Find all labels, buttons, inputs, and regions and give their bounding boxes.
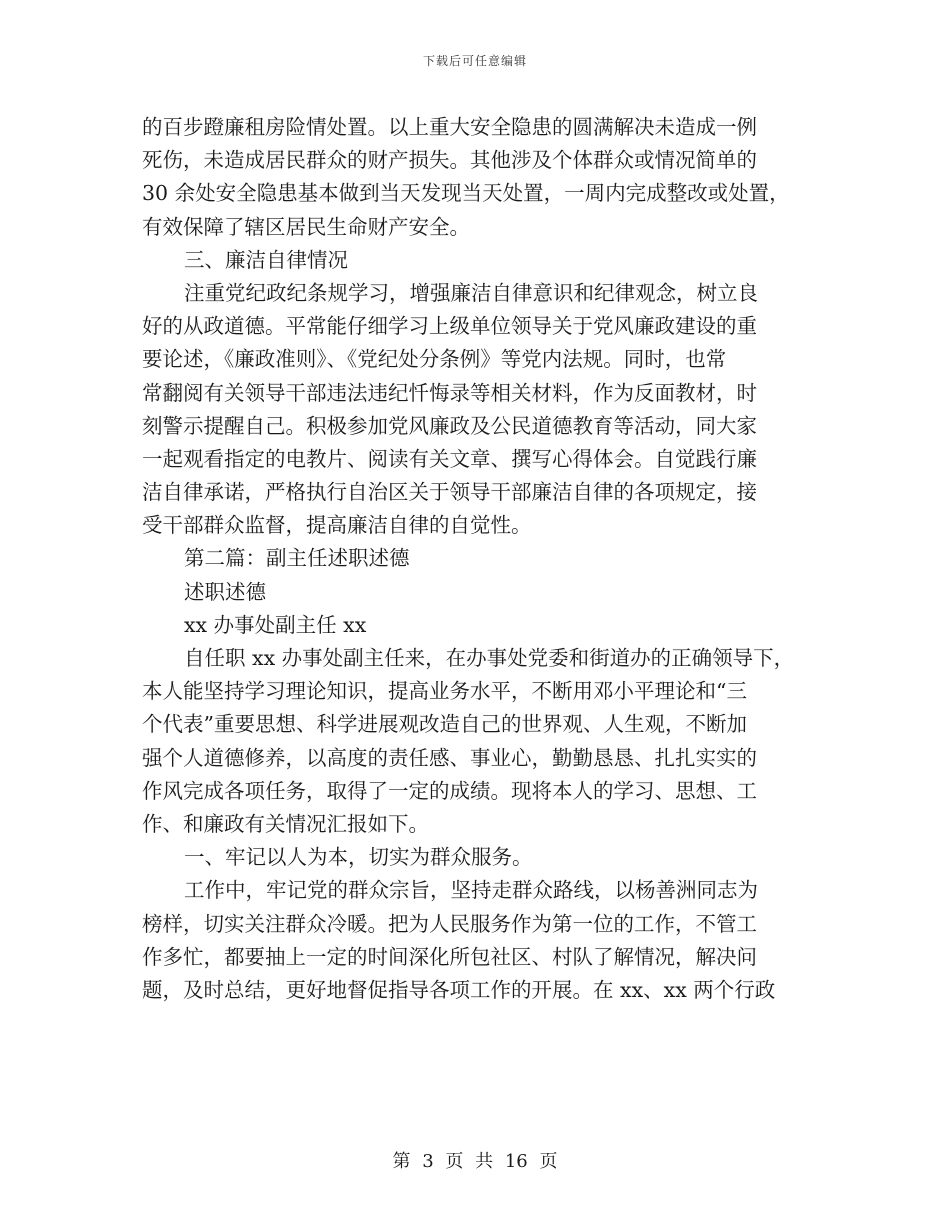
text-line: 工作中，牢记党的群众宗旨，坚持走群众路线，以杨善洲同志为 (184, 878, 758, 903)
document-body (142, 111, 812, 1007)
text-line: 本人能坚持学习理论知识，提高业务水平，不断用邓小平理论和“三 (142, 679, 747, 704)
text-line: 要论述，《廉政准则》、《党纪处分条例》等党内法规。同时，也常 (142, 347, 727, 372)
text-line: 个代表”重要思想、科学进展观改造自己的世界观、人生观，不断加 (142, 712, 747, 737)
text-line: 洁自律承诺，严格执行自治区关于领导干部廉洁自律的各项规定，接 (142, 480, 757, 505)
text-line: 常翻阅有关领导干部违法违纪忏悔录等相关材料，作为反面教材，时 (142, 380, 757, 405)
text-line: 受干部群众监督，提高廉洁自律的自觉性。 (142, 513, 532, 538)
text-line: 的百步蹬廉租房险情处置。以上重大安全隐患的圆满解决未造成一例 (142, 115, 757, 139)
text-line: 作风完成各项任务，取得了一定的成绩。现将本人的学习、思想、工 (142, 778, 757, 803)
text-line: 作、和廉政有关情况汇报如下。 (142, 811, 429, 836)
text-line: 强个人道德修养，以高度的责任感、事业心，勤勤恳恳、扎扎实实的 (142, 745, 757, 770)
text-line: 好的从政道德。平常能仔细学习上级单位领导关于党风廉政建设的重 (142, 314, 757, 339)
text-line: 刻警示提醒自己。积极参加党风廉政及公民道德教育等活动，同大家 (142, 413, 757, 438)
text-line: 30 余处安全隐患基本做到当天发现当天处置，一周内完成整改或处置， (142, 181, 790, 206)
text-line: 有效保障了辖区居民生命财产安全。 (142, 214, 470, 239)
text-line: 三、廉洁自律情况 (184, 247, 348, 272)
text-line: 自任职 xx 办事处副主任来，在办事处党委和街道办的正确领导下， (184, 646, 795, 670)
text-line: 一、牢记以人为本，切实为群众服务。 (184, 845, 533, 870)
text-line: 作多忙，都要抽上一定的时间深化所包社区、村队了解情况，解决问 (142, 944, 757, 969)
text-line: 第二篇：副主任述职述德 (184, 546, 410, 571)
text-line: 注重党纪政纪条规学习，增强廉洁自律意识和纪律观念，树立良 (184, 280, 758, 305)
text-line: 述职述德 (184, 579, 266, 604)
text-line: 一起观看指定的电教片、阅读有关文章、撰写心得体会。自觉践行廉 (142, 446, 757, 471)
text-line: xx 办事处副主任 xx (184, 612, 367, 637)
page-header: 下载后可任意编辑 (422, 54, 527, 68)
text-line: 题，及时总结，更好地督促指导各项工作的开展。在 xx、xx 两个行政 (142, 977, 776, 1002)
page-footer: 第 3 页 共 16 页 (392, 1151, 558, 1172)
text-line: 榜样，切实关注群众冷暖。把为人民服务作为第一位的工作，不管工 (142, 911, 757, 936)
text-line: 死伤，未造成居民群众的财产损失。其他涉及个体群众或情况简单的 (142, 148, 757, 173)
